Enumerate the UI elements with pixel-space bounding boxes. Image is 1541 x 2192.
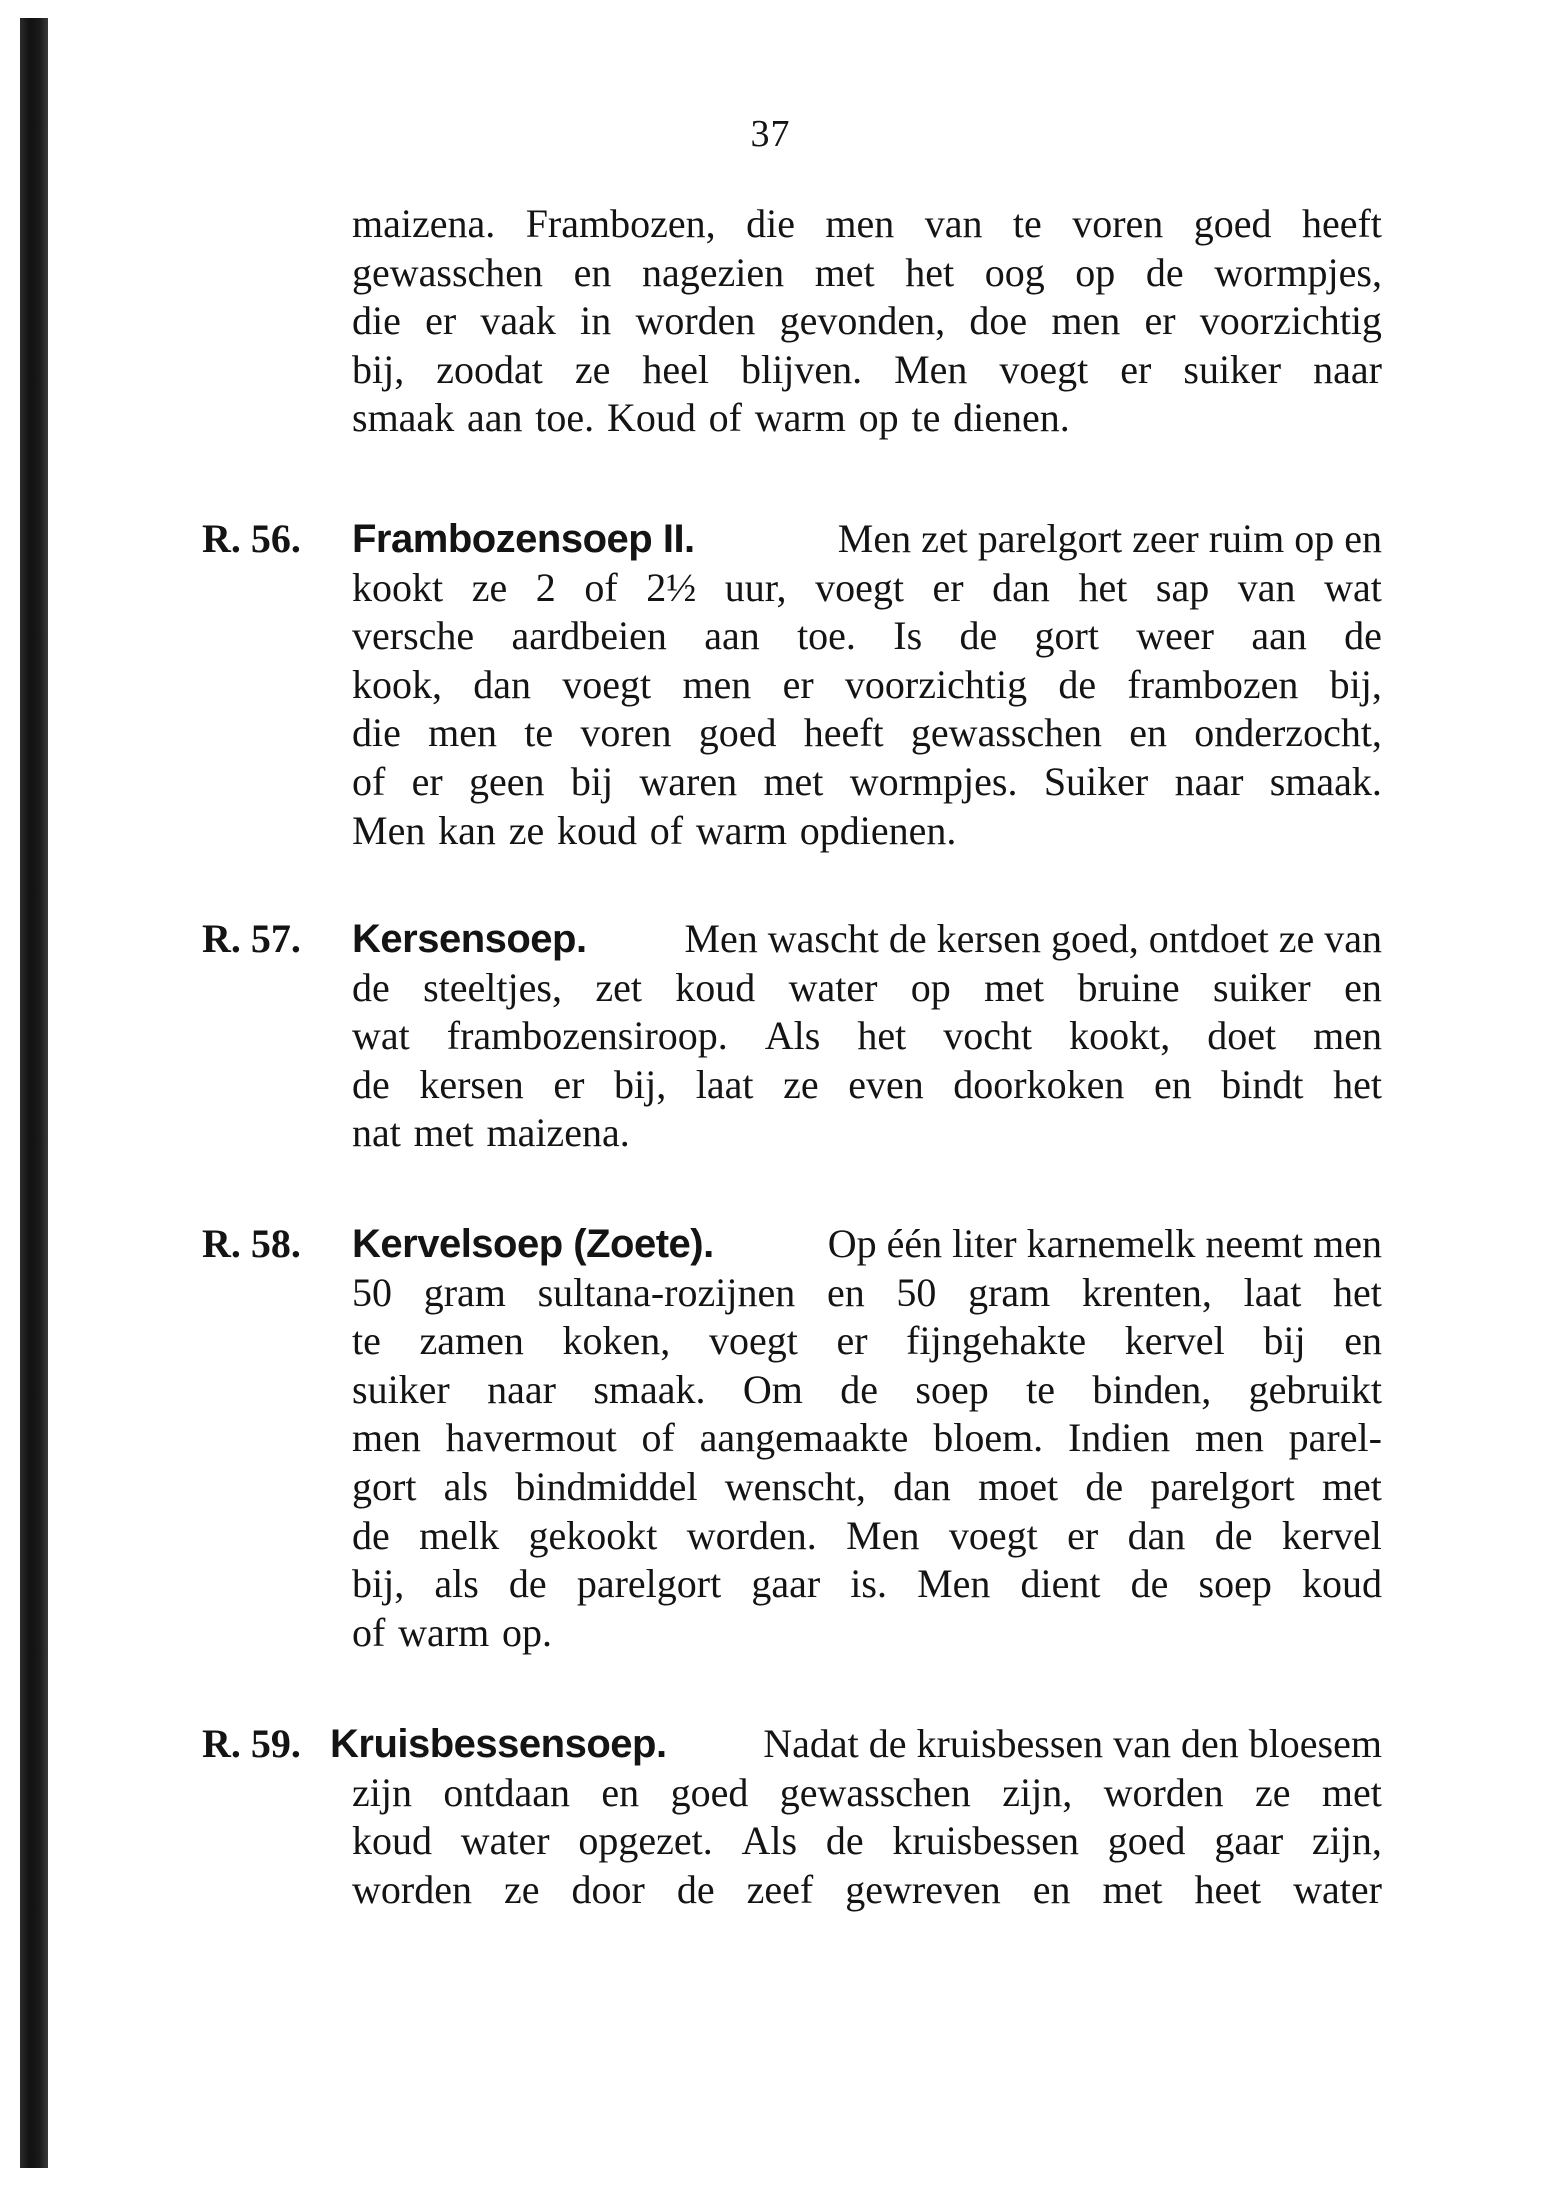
word: goed [670, 1769, 749, 1815]
word: dan [1127, 1512, 1186, 1558]
word: op. [502, 1609, 552, 1655]
word: parelgort [1150, 1463, 1295, 1509]
word: Men [352, 807, 426, 853]
word: Om [742, 1366, 803, 1412]
word: naar [487, 1366, 556, 1412]
word: Koud [606, 395, 696, 441]
word: er [782, 661, 814, 707]
word: voegt [562, 661, 652, 707]
word: Indien [1067, 1415, 1171, 1461]
word: zet [595, 964, 642, 1010]
text-line [352, 200, 1382, 249]
word: waren [639, 758, 738, 804]
word: en [601, 1769, 640, 1815]
word: worden [1103, 1769, 1224, 1815]
word: de [1058, 661, 1097, 707]
word: geen [469, 758, 545, 804]
word: de [825, 1818, 864, 1864]
word: er [411, 758, 443, 804]
recipe-56-paragraph [352, 515, 1382, 855]
text-line [352, 394, 1382, 443]
word: en [573, 249, 612, 295]
word: goed [1107, 1818, 1186, 1864]
text-line [352, 1012, 1382, 1061]
word: aan [704, 613, 760, 659]
word: er [553, 1061, 585, 1107]
text-line [352, 1109, 1382, 1158]
word: er [836, 1318, 868, 1364]
word: voorzichtig [844, 661, 1028, 707]
word: parel- [1288, 1415, 1382, 1461]
word: koud [352, 1818, 432, 1864]
word: soep [1198, 1561, 1272, 1607]
word: ze [783, 1061, 819, 1107]
word: wat [352, 1013, 410, 1059]
word: warm [754, 395, 846, 441]
word: bruine [1077, 964, 1180, 1010]
intro-paragraph [352, 200, 1382, 443]
recipe-number-59: R. 59. [202, 1721, 301, 1766]
word: binden, [1092, 1366, 1212, 1412]
word: of [649, 807, 684, 853]
word: goed [698, 710, 777, 756]
word: Frambozen, [525, 201, 716, 246]
word: of [352, 758, 386, 804]
text-line [352, 1061, 1382, 1110]
word: met [1321, 1463, 1382, 1509]
word: voren [580, 710, 672, 756]
word: te [524, 710, 554, 756]
word: aardbeien [511, 613, 667, 659]
word: kervel [1281, 1512, 1382, 1558]
word: men [428, 710, 497, 756]
word: opdienen. [799, 807, 957, 853]
word: het [857, 1013, 907, 1059]
word: dienen. [953, 395, 1070, 441]
word: dan [992, 564, 1050, 610]
word: de [1145, 249, 1184, 295]
word: het [1078, 564, 1128, 610]
word: zijn, [1311, 1818, 1382, 1864]
word: ze [574, 346, 611, 392]
word: voegt [708, 1318, 798, 1364]
word: kook, [352, 661, 442, 707]
word: dan [473, 661, 532, 707]
text-line [352, 1366, 1382, 1415]
word: water [1293, 1866, 1382, 1912]
word: soep [915, 1366, 989, 1412]
text-line [352, 249, 1382, 298]
word: gewasschen [779, 1769, 971, 1815]
text-line [352, 564, 1382, 613]
word: op [858, 395, 899, 441]
word: naar [1313, 346, 1382, 392]
word: moet [978, 1463, 1059, 1509]
word: bindt [1221, 1061, 1304, 1107]
word: gram [423, 1269, 506, 1315]
word: men [1194, 1415, 1264, 1461]
word: bij [570, 758, 614, 804]
word: en [826, 1269, 865, 1315]
word: of [708, 395, 742, 441]
word: op [1075, 249, 1116, 295]
word: men [1313, 1013, 1382, 1059]
word: water [788, 964, 878, 1010]
word: of [584, 564, 618, 610]
word: gram [968, 1269, 1051, 1315]
word: toe. [797, 613, 856, 659]
word: er [1067, 1512, 1099, 1558]
word: Suiker [1043, 758, 1149, 804]
text-line [352, 1866, 1382, 1915]
text-line [352, 1463, 1382, 1512]
text-line [352, 1769, 1382, 1818]
word: worden [635, 298, 756, 344]
word: gaar [1214, 1818, 1284, 1864]
word: gort [352, 1463, 417, 1509]
word: met [413, 1110, 474, 1156]
word: doet [1207, 1013, 1277, 1059]
word: de [1214, 1512, 1253, 1558]
word: de [840, 1366, 879, 1412]
word: vocht [943, 1013, 1033, 1059]
word: warm [695, 807, 787, 853]
word: laat [1243, 1269, 1302, 1315]
recipe-first-line-text: Men wascht de kersen goed, ontdoet ze van [684, 916, 1382, 961]
word: met [984, 964, 1045, 1010]
word: aangemaakte [699, 1415, 909, 1461]
word: opgezet. [578, 1818, 713, 1864]
word: onderzocht, [1194, 710, 1382, 756]
word: het [905, 249, 955, 295]
word: gewasschen [352, 249, 544, 295]
word: krenten, [1081, 1269, 1212, 1315]
word: de [508, 1561, 547, 1607]
recipe-number-56: R. 56. [202, 516, 301, 561]
text-line [352, 661, 1382, 710]
word: ze [503, 1866, 540, 1912]
word: en [1153, 1061, 1192, 1107]
word: van [1237, 564, 1296, 610]
word: warm [398, 1609, 490, 1655]
word: kruisbessen [892, 1818, 1080, 1864]
word: voren [1072, 201, 1164, 246]
word: suiker [352, 1366, 450, 1412]
word: de [1130, 1561, 1169, 1607]
word: steeltjes, [423, 964, 562, 1010]
word: die [352, 710, 401, 756]
word: suiker [1213, 964, 1311, 1010]
word: worden. [686, 1512, 817, 1558]
word: sap [1155, 564, 1210, 610]
word: voegt [999, 346, 1089, 392]
text-line [352, 807, 1382, 856]
word: suiker [1183, 346, 1282, 392]
word: worden [352, 1866, 472, 1912]
word: gewreven [845, 1866, 1001, 1912]
word: bij [1263, 1318, 1306, 1364]
word: zijn, [1002, 1769, 1073, 1815]
word: fijngehakte [906, 1318, 1087, 1364]
word: op [910, 964, 951, 1010]
word: bindmiddel [515, 1463, 698, 1509]
recipe-first-line-text: Op één liter karnemelk neemt men [827, 1221, 1382, 1266]
word: en [1032, 1866, 1071, 1912]
word: zeef [746, 1866, 814, 1912]
word: als [443, 1463, 489, 1509]
word: Is [893, 613, 923, 659]
word: door [571, 1866, 645, 1912]
word: met [814, 249, 875, 295]
text-line [352, 709, 1382, 758]
recipe-title: Frambozensoep II. [352, 517, 695, 561]
word: naar [1174, 758, 1244, 804]
word: heeft [803, 710, 884, 756]
word: die [746, 201, 795, 246]
recipe-first-line [330, 1720, 1382, 1769]
word: Men [846, 1512, 920, 1558]
recipe-number-58: R. 58. [202, 1221, 301, 1266]
word: ze [508, 807, 545, 853]
word: even [848, 1061, 924, 1107]
word: heel [642, 346, 709, 392]
word: frambozen [1127, 661, 1299, 707]
word: Men [917, 1561, 991, 1607]
word: koken, [562, 1318, 671, 1364]
word: versche [352, 613, 475, 659]
word: koud [675, 964, 756, 1010]
word: de [1085, 1463, 1124, 1509]
word: sultana-rozijnen [537, 1269, 796, 1315]
word: men [682, 661, 752, 707]
text-line [352, 1317, 1382, 1366]
word: melk [419, 1512, 500, 1558]
word: in [580, 298, 612, 344]
word: laat [695, 1061, 754, 1107]
word: 50 [352, 1269, 392, 1315]
word: kersen [419, 1061, 524, 1107]
word: voorzichtig [1199, 298, 1382, 344]
word: het [1333, 1061, 1382, 1107]
text-line [352, 758, 1382, 807]
word: voegt [815, 564, 904, 610]
word: met [1102, 1866, 1163, 1912]
recipe-first-line [352, 915, 1382, 964]
recipe-first-line-text: Men zet parelgort zeer ruim op en [837, 516, 1382, 561]
word: toe. [535, 395, 595, 441]
word: wormpjes. [849, 758, 1018, 804]
text-line [352, 1414, 1382, 1463]
text-line [352, 346, 1382, 395]
word: als [434, 1561, 479, 1607]
word: uur, [724, 564, 787, 610]
word: heeft [1301, 201, 1382, 246]
word: doorkoken [953, 1061, 1125, 1107]
word: te [352, 1318, 381, 1364]
word: nagezien [641, 249, 785, 295]
word: gebruikt [1248, 1366, 1382, 1412]
word: er [1120, 346, 1152, 392]
word: het [1333, 1269, 1382, 1315]
text-line [352, 1817, 1382, 1866]
word: ontdaan [443, 1769, 571, 1815]
word: wat [1324, 564, 1382, 610]
word: 2½ [646, 564, 697, 610]
word: van [924, 201, 983, 246]
word: men [825, 201, 895, 246]
word: ze [1254, 1769, 1291, 1815]
word: 50 [896, 1269, 937, 1315]
word: met [763, 758, 824, 804]
recipe-57-paragraph [352, 915, 1382, 1158]
word: gekookt [528, 1512, 658, 1558]
word: Men [894, 346, 968, 392]
recipe-first-line [352, 515, 1382, 564]
word: gewasschen [910, 710, 1102, 756]
word: kan [438, 807, 496, 853]
word: maizena. [486, 1110, 630, 1156]
word: kervel [1124, 1318, 1225, 1364]
word: smaak [352, 395, 455, 441]
word: kookt [352, 564, 444, 610]
word: aan [1251, 613, 1307, 659]
word: te [1026, 1366, 1055, 1412]
word: 2 [535, 564, 556, 610]
text-line [352, 297, 1382, 346]
word: gort [1034, 613, 1099, 659]
word: gaar [751, 1561, 821, 1607]
recipe-first-line [352, 1220, 1382, 1269]
recipe-number-57: R. 57. [202, 916, 301, 961]
word: en [1344, 964, 1382, 1010]
word: heet [1194, 1866, 1262, 1912]
word: of [641, 1415, 675, 1461]
word: er [932, 564, 964, 610]
word: weer [1136, 613, 1214, 659]
word: zoodat [436, 346, 543, 392]
word: met [1321, 1769, 1382, 1815]
word: te [1012, 201, 1042, 246]
word: zijn [352, 1769, 412, 1815]
page-number: 37 [750, 113, 791, 155]
word: de [352, 1512, 390, 1558]
word: vaak [480, 298, 556, 344]
recipe-59-continuation [352, 1769, 1382, 1915]
word: nat [352, 1110, 401, 1156]
word: goed [1193, 201, 1272, 246]
recipe-58-paragraph [352, 1220, 1382, 1657]
recipe-title: Kervelsoep (Zoete). [352, 1222, 714, 1266]
word: bij, [1329, 661, 1382, 707]
word: de [352, 1061, 390, 1107]
word: aan [466, 395, 523, 441]
word: koud [1301, 1561, 1382, 1607]
word: de [676, 1866, 715, 1912]
word: dan [893, 1463, 951, 1509]
recipe-title: Kersensoep. [352, 917, 587, 961]
word: water [460, 1818, 550, 1864]
text-line [352, 964, 1382, 1013]
word: koud [557, 807, 637, 853]
word: kookt, [1069, 1013, 1171, 1059]
word: Als [764, 1013, 821, 1059]
word: frambozensiroop. [446, 1013, 728, 1059]
word: de [1344, 613, 1382, 659]
word: voegt [948, 1512, 1038, 1558]
recipe-first-line-text: Nadat de kruisbessen van den bloesem [763, 1721, 1382, 1766]
word: smaak. [593, 1366, 706, 1412]
text-line [352, 1512, 1382, 1561]
word: havermout [445, 1415, 617, 1461]
word: gevonden, [779, 298, 946, 344]
word: Als [741, 1818, 798, 1864]
word: die [352, 298, 401, 344]
word: er [425, 298, 457, 344]
word: doe [969, 298, 1028, 344]
word: parelgort [576, 1561, 722, 1607]
word: men [1051, 298, 1121, 344]
word: ze [471, 564, 508, 610]
page-binding-edge [20, 18, 48, 2168]
recipe-59-paragraph [330, 1720, 1382, 1914]
word: bloem. [933, 1415, 1044, 1461]
word: dient [1020, 1561, 1101, 1607]
word: wenscht, [724, 1463, 866, 1509]
word: bij, [352, 346, 405, 392]
word: de [352, 964, 390, 1010]
word: smaak. [1269, 758, 1382, 804]
word: bij, [613, 1061, 667, 1107]
word: men [352, 1415, 421, 1461]
word: en [1344, 1318, 1382, 1364]
word: de [959, 613, 998, 659]
word: wormpjes, [1214, 249, 1382, 295]
recipe-title: Kruisbessensoep. [330, 1722, 667, 1766]
word: of [352, 1609, 386, 1655]
word: maizena. [352, 201, 496, 246]
text-line [352, 1269, 1382, 1318]
word: is. [850, 1561, 887, 1607]
word: blijven. [741, 346, 863, 392]
word: er [1144, 298, 1176, 344]
word: te [911, 395, 941, 441]
word: oog [984, 249, 1045, 295]
word: bij, [352, 1561, 405, 1607]
word: en [1129, 710, 1167, 756]
word: zamen [419, 1318, 524, 1364]
text-line [352, 1560, 1382, 1609]
text-line [352, 612, 1382, 661]
text-line [352, 1609, 1382, 1658]
